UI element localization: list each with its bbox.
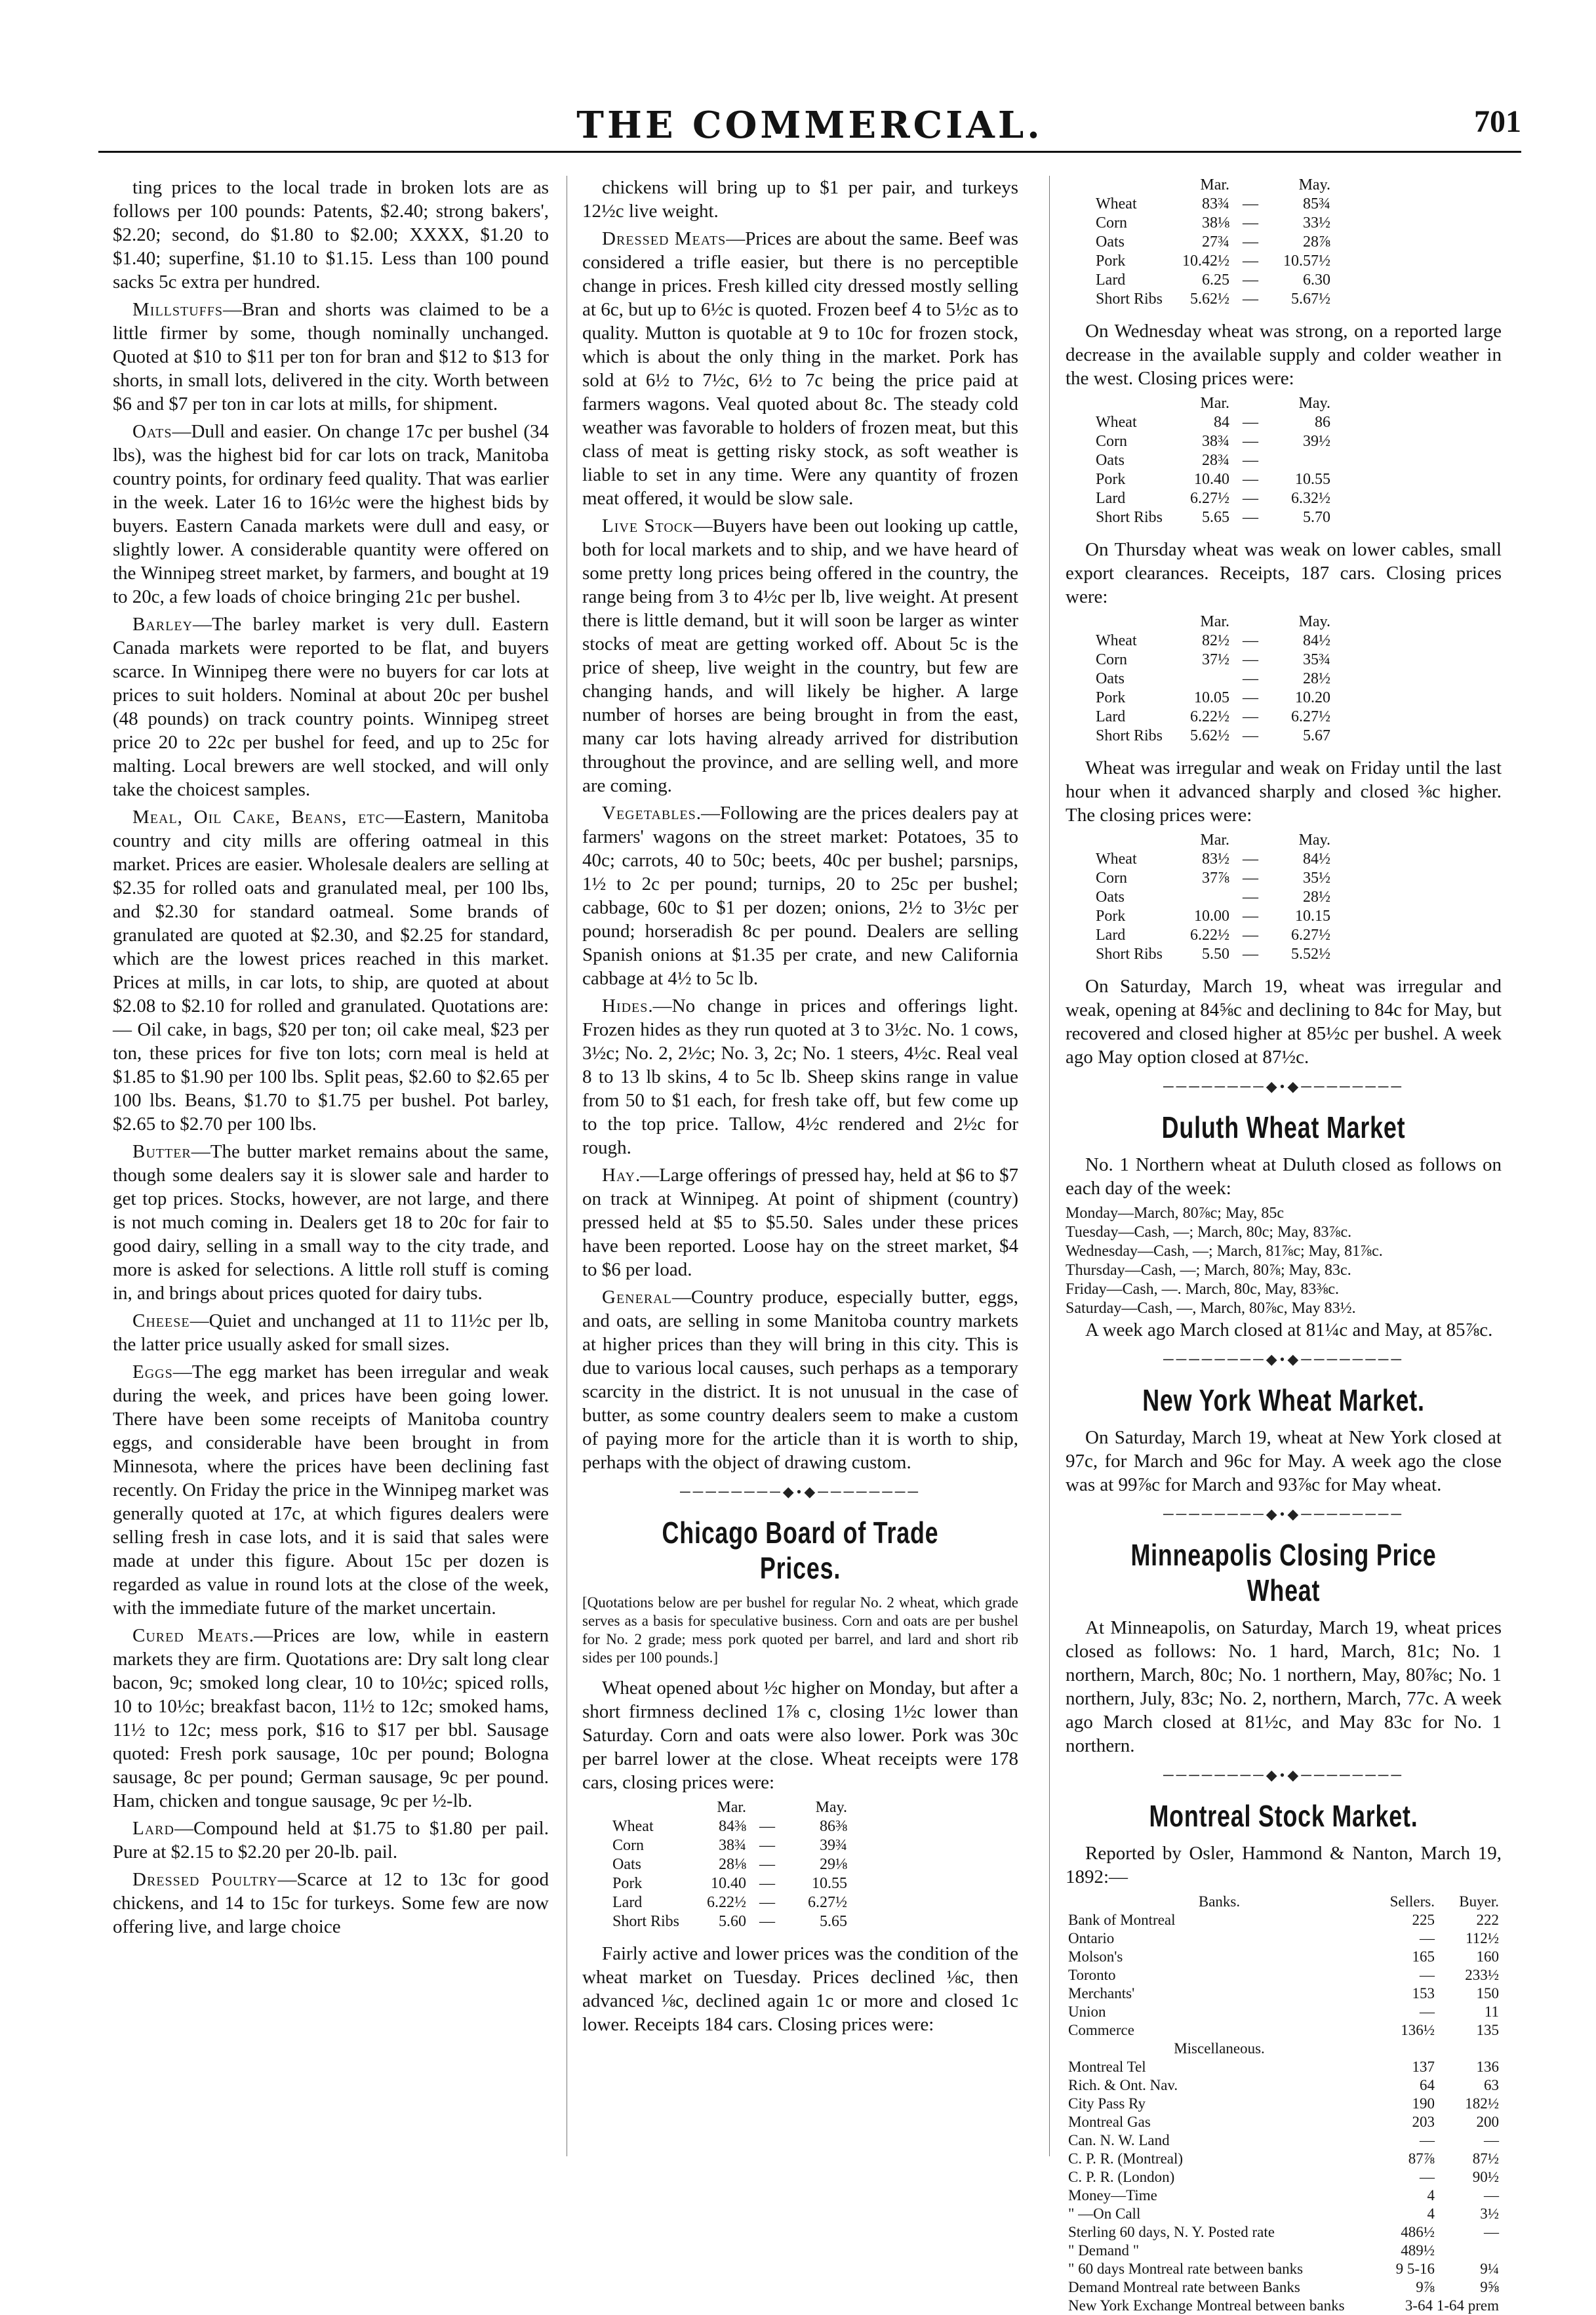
paragraph: ting prices to the local trade in broken lots are as follows per 100 pounds: Patents, $2.40; strong bakers', $2.20; second, do $1.80 to $2.00; XXXX, $1.20 to $1.40; superfine, $1.10 to $1.15. Less than 100 pound sacks 5c extra per hundred. — [113, 177, 549, 292]
column-2 — [582, 176, 1018, 2163]
table-row: Montreal Gas 203 200 — [1068, 2114, 1499, 2130]
table-row: Bank of Montreal 225 222 — [1068, 1912, 1499, 1928]
table-row: Short Ribs 5.65 — 5.70 — [1096, 509, 1331, 526]
price-table: Mar. May. Wheat 83¾ — 85¾ Corn 38⅛ — 33½ Oats 27¾ — 28⅞ Pork 10.42½ — 10.57½ Lard 6.25 — 6.30 Short Ribs 5.62½ — 5.67½ — [1092, 176, 1334, 309]
price-table: Mar. May. Wheat 84⅜ — 86⅜ Corn 38¾ — 39¾ Oats 28⅛ — 29⅛ Pork 10.40 — 10.55 Lard 6.22½ — 6.27½ Short Ribs 5.60 — 5.65 — [608, 1798, 851, 1931]
table-row: Wheat 84 — 86 — [1096, 414, 1331, 431]
paragraph: chickens will bring up to $1 per pair, and turkeys 12½c live weight. — [582, 177, 1018, 222]
paragraph: Eggs—The egg market has been irregular and weak during the week, and prices have been going lower. There have been some receipts of Manitoba country eggs, and considerable have been brought in from Minnesota, where the prices have been declining fast recently. On Friday the price in the Winnipeg market was generally quoted at 17c, at which figures dealers were selling fresh in case lots, and it is said that sales were made at under this figure. About 15c per dozen is regarded as value in round lots at the close of the week, with the immediate future of the market uncertain. — [113, 1361, 549, 1619]
paragraph: Wheat opened about ½c higher on Monday, but after a short firmness declined 1⅞ c, closing 1½c lower than Saturday. Corn and oats were also lower. Pork was 30c per barrel lower at the close. Wheat receipts were 178 cars, closing prices were: — [582, 1678, 1018, 1793]
table-row: Oats — 28½ — [1096, 670, 1331, 687]
column-3 — [1066, 176, 1502, 2314]
table-row: Ontario — 112½ — [1068, 1930, 1499, 1946]
table-row: Molson's 165 160 — [1068, 1948, 1499, 1965]
section-ornament: ────────◆•◆──────── — [1163, 1506, 1404, 1522]
paragraph: Cheese—Quiet and unchanged at 11 to 11½c per lb, the latter price usually asked for small sizes. — [113, 1310, 549, 1355]
paragraph: Cured Meats.—Prices are low, while in eastern markets they are firm. Quotations are: Dry salt long clear bacon, 9c; smoked long clear, 10 to 10½c; spiced rolls, 10 to 10½c; breakfast bacon, 11½ to 12c; smoked hams, 11½ to 12c; mess pork, $16 to $17 per bbl. Sausage quoted: Fresh pork sausage, 10c per pound; Bologna sausage, 8c per pound; German sausage, 9c per pound. Ham, chicken and tongue sausage, 9c per ½-lb. — [113, 1625, 549, 1811]
table-row: Lard 6.22½ — 6.27½ — [1096, 927, 1331, 944]
paragraph: A week ago March closed at 81¼c and May, at 85⅞c. — [1085, 1319, 1493, 1340]
paragraph: Live Stock—Buyers have been out looking up cattle, both for local markets and to ship, and we have heard of some pretty long prices being offered in the country, the range being from 3 to 4½c per lb, live weight. At present there is little demand, but it will soon be larger as winter stocks of meat are getting worked off. About 5c is the price of sheep, live weight in the country, but few are changing hands, and will likely be higher. A large number of horses are being brought in from the east, many car lots having already arrived for distribution throughout the province, and are selling well, and more are coming. — [582, 515, 1018, 796]
paragraph: Wheat was irregular and weak on Friday until the last hour when it advanced sharply and closed ⅜c higher. The closing prices were: — [1066, 757, 1502, 826]
list-item: Tuesday—Cash, —; March, 80c; May, 83⅞c. — [1066, 1224, 1352, 1241]
section-ornament: ────────◆•◆──────── — [680, 1483, 921, 1500]
paragraph: Dressed Poultry—Scarce at 12 to 13c for good chickens, and 14 to 15c for turkeys. Some few are now offering live, and large choice — [113, 1869, 549, 1937]
table-row: Short Ribs 5.62½ — 5.67 — [1096, 727, 1331, 744]
list-item: Wednesday—Cash, —; March, 81⅞c; May, 81⅞c. — [1066, 1243, 1383, 1260]
table-row: New York Exchange Montreal between banks 3-64 1-64 prem — [1068, 2297, 1499, 2314]
paragraph: On Saturday, March 19, wheat was irregular and weak, opening at 84⅝c and declining to 84c for May, but recovered and closed higher at 85½c per bushel. A week ago May option closed at 87½c. — [1066, 976, 1502, 1068]
column-1 — [113, 176, 549, 2163]
table-row: Short Ribs 5.50 — 5.52½ — [1096, 946, 1331, 963]
section-ornament: ────────◆•◆──────── — [1163, 1351, 1404, 1367]
section-heading-duluth: Duluth Wheat Market — [1161, 1110, 1406, 1144]
table-row: Pork 10.05 — 10.20 — [1096, 689, 1331, 706]
table-row: Lard 6.22½ — 6.27½ — [612, 1894, 848, 1911]
table-row: Pork 10.00 — 10.15 — [1096, 908, 1331, 925]
table-row: Corn 37½ — 35¾ — [1096, 651, 1331, 668]
table-row: C. P. R. (Montreal) 87⅞ 87½ — [1068, 2150, 1499, 2167]
paragraph: Lard—Compound held at $1.75 to $1.80 per pail. Pure at $2.15 to $2.20 per 20-lb. pail. — [113, 1818, 549, 1862]
table-row: Corn 38¾ — 39½ — [1096, 433, 1331, 450]
table-row: Union — 11 — [1068, 2003, 1499, 2020]
table-row: Oats 28⅛ — 29⅛ — [612, 1856, 848, 1873]
table-row: Sterling 60 days, N. Y. Posted rate 486½ — — [1068, 2224, 1499, 2240]
price-table: Mar. May. Wheat 82½ — 84½ Corn 37½ — 35¾ Oats — 28½ Pork 10.05 — 10.20 Lard 6.22½ — 6.27½ Short Ribs 5.62½ — 5.67 — [1092, 613, 1334, 746]
table-row: Can. N. W. Land — — — [1068, 2132, 1499, 2148]
paragraph: Hides.—No change in prices and offerings light. Frozen hides as they run quoted at 3 to 3½c. No. 1 cows, 3½c; No. 2, 2½c; No. 3, 2c; No. 1 steers, 4½c. Real veal 8 to 13 lb skins, 4 to 5c lb. Sheep skins range in value from 50 to $1 each, for fresh take off, but few come up to the top price. Tallow, 4½c rendered and 2½c for rough. — [582, 996, 1018, 1158]
table-row: " 60 days Montreal rate between banks 9 5-16 9¼ — [1068, 2261, 1499, 2277]
paragraph: On Saturday, March 19, wheat at New York closed at 97c, for March and 96c for May. A week ago the close was at 99⅞c for March and 93⅞c for May wheat. — [1066, 1427, 1502, 1495]
table-row: Money—Time 4 — — [1068, 2187, 1499, 2204]
paragraph: On Thursday wheat was weak on lower cables, small export clearances. Receipts, 187 cars. Closing prices were: — [1066, 539, 1502, 607]
table-row: Commerce 136½ 135 — [1068, 2022, 1499, 2038]
stock-table: Banks. Sellers. Buyer. Bank of Montreal 225 222 Ontario — 112½ Molson's 165 160 Toronto — 233½ Merchants' 153 150 Union — 11 Commerce 136½ 135 Miscellaneous. Montreal Tel 137 136 Rich. & Ont. Nav. 64 63 City Pass Ry 190 182½ Montreal Gas 203 200 Can. N. W. Land — — C. P. R. (Montreal) 87⅞ 87½ C. P. R. (London) — 90½ Money—Time 4 — " —On Call 4 3½ Sterling 60 days, N. Y. Posted rate 486½ — " Demand " 489½ " 60 days Montreal rate between banks 9 5-16 9¼ Demand Montreal rate between Banks 9⅞ 9⅝ New York Exchange Montreal between banks 3-64 1-64 prem — [1066, 1893, 1502, 2315]
paragraph: Hay.—Large offerings of pressed hay, held at $6 to $7 on track at Winnipeg. At point of shipment (country) pressed held at $5 to $5.50. Sales under these prices have been reported. Loose hay on the street market, $4 to $6 per load. — [582, 1165, 1018, 1280]
table-row: Corn 37⅞ — 35½ — [1096, 870, 1331, 887]
table-row: Lard 6.27½ — 6.32½ — [1096, 490, 1331, 507]
table-row: Lard 6.22½ — 6.27½ — [1096, 708, 1331, 725]
table-row: Oats 28¾ — — [1096, 452, 1259, 469]
misc-label: Miscellaneous. — [1174, 2040, 1265, 2057]
paragraph: Reported by Osler, Hammond & Nanton, March 19, 1892:— — [1066, 1843, 1502, 1887]
table-row: Montreal Tel 137 136 — [1068, 2059, 1499, 2075]
table-row: Short Ribs 5.62½ — 5.67½ — [1096, 291, 1331, 308]
page-number: 701 — [1474, 104, 1521, 139]
table-row: " Demand " 489½ — [1068, 2242, 1435, 2259]
table-row: City Pass Ry 190 182½ — [1068, 2095, 1499, 2112]
table-row: Corn 38¾ — 39¾ — [612, 1837, 848, 1854]
table-row: Wheat 82½ — 84½ — [1096, 632, 1331, 649]
paragraph: Vegetables.—Following are the prices dealers pay at farmers' wagons on the street market: Potatoes, 35 to 40c; carrots, 40 to 50c; beets, 40c per bushel; parsnips, 1½ to 2c per pound; turnips, 20 to 25c per bushel; cabbage, 60c to $1 per dozen; onions, 2½ to 3½c per pound; horseradish 8c per pound. Dealers are selling Spanish onions at $1.35 per crate, and new California cabbage at 4½ to 5c lb. — [582, 803, 1018, 989]
list-item: Saturday—Cash, —, March, 80⅞c, May 83½. — [1066, 1300, 1356, 1317]
price-table: Mar. May. Wheat 83½ — 84½ Corn 37⅞ — 35½ Oats — 28½ Pork 10.00 — 10.15 Lard 6.22½ — 6.27½ Short Ribs 5.50 — 5.52½ — [1092, 831, 1334, 964]
paragraph: At Minneapolis, on Saturday, March 19, wheat prices closed as follows: No. 1 hard, March, 81c; No. 1 northern, March, 80c; No. 1 northern, May, 80⅞c; No. 1 northern, July, 83c; No. 2, northern, March, 77c. A week ago March closed at 81½c, and May 83c for No. 1 northern. — [1066, 1617, 1502, 1756]
table-row: Toronto — 233½ — [1068, 1967, 1499, 1983]
table-row: Lard 6.25 — 6.30 — [1096, 272, 1331, 289]
paragraph: Barley—The barley market is very dull. Eastern Canada markets were reported to be flat, and buyers scarce. In Winnipeg there were no buyers for car lots at prices to suit holders. Nominal at about 20c per bushel (48 pounds) on track country points. Winnipeg street price 20 to 22c per bushel for feed, and up to 25c for malting. Local brewers are well stocked, and will only take the choicest samples. — [113, 614, 549, 800]
list-item: Thursday—Cash, —; March, 80⅞; May, 83c. — [1066, 1262, 1351, 1279]
paragraph: Oats—Dull and easier. On change 17c per bushel (34 lbs), was the highest bid for car lots on track, Manitoba country points, for ordinary feed quality. That was earlier in the week. Later 16 to 16½c were the highest bids by buyers. Eastern Canada markets were dull and easy, or slightly lower. A considerable quantity were offered on the Winnipeg street market, by farmers, and bought at 19 to 20c, a few loads of choice bringing 21c per bushel. — [113, 421, 549, 607]
section-heading-montreal: Montreal Stock Market. — [1149, 1799, 1418, 1833]
table-row: Pork 10.40 — 10.55 — [612, 1875, 848, 1892]
table-row: Wheat 83¾ — 85¾ — [1096, 195, 1331, 212]
table-row: Oats 27¾ — 28⅞ — [1096, 233, 1331, 251]
table-row: Merchants' 153 150 — [1068, 1985, 1499, 2002]
section-heading-minneapolis: Minneapolis Closing Price Wheat — [1130, 1538, 1437, 1607]
table-row: Demand Montreal rate between Banks 9⅞ 9⅝ — [1068, 2279, 1499, 2295]
paragraph: Millstuffs—Bran and shorts was claimed to be a little firmer by some, though nominally unchanged. Quoted at $10 to $11 per ton for bran and $12 to $13 for shorts, in small lots, delivered in the city. Worth between $6 and $7 per ton in car lots at mills, for shipment. — [113, 299, 549, 414]
table-row: Oats — 28½ — [1096, 889, 1331, 906]
paragraph: General—Country produce, especially butter, eggs, and oats, are selling in some Manitoba country markets at higher prices than they will bring in this city. This is due to various local causes, such perhaps as a temporary scarcity in the district. It is not unusual in the case of butter, as some country dealers seem to make a custom of paying more for the article than it is worth to ship, perhaps with the object of drawing custom. — [582, 1287, 1018, 1473]
table-row: Wheat 84⅜ — 86⅜ — [612, 1818, 848, 1835]
column-rule — [1049, 176, 1050, 2156]
paragraph: Dressed Meats—Prices are about the same. Beef was considered a trifle easier, but there is no perceptible change in prices. Fresh killed city dressed mostly selling at 6c, but up to 6½c is quoted. Frozen beef 4 to 5½c as to quality. Mutton is quotable at 9 to 10c for frozen stock, which is about the only thing in the market. Pork has sold at 6½ to 7½c, 6½ to 7c being the price paid at farmers wagons. Veal quoted about 8c. The steady cold weather was favorable to holders of frozen meat, but this class of meat is getting risky stock, as soft weather is liable to set in any time. Were any quantity of frozen meat offered, it would be slow sale. — [582, 228, 1018, 509]
masthead — [98, 98, 1521, 153]
duluth-daily-list — [1066, 1204, 1502, 1318]
table-row: Pork 10.42½ — 10.57½ — [1096, 252, 1331, 270]
table-row: Corn 38⅛ — 33½ — [1096, 214, 1331, 232]
table-row: Rich. & Ont. Nav. 64 63 — [1068, 2077, 1499, 2093]
table-row: C. P. R. (London) — 90½ — [1068, 2169, 1499, 2185]
paragraph: No. 1 Northern wheat at Duluth closed as follows on each day of the week: — [1066, 1154, 1502, 1199]
section-heading-chicago: Chicago Board of Trade Prices. — [662, 1516, 939, 1585]
table-row: Wheat 83½ — 84½ — [1096, 851, 1331, 868]
chicago-note: [Quotations below are per bushel for regular No. 2 wheat, which grade serves as a basis for speculative business. Corn and oats are per bushel for No. 2 grade; mess pork quoted per barrel, and lard and short rib sides per 100 pounds.] — [582, 1594, 1018, 1666]
list-item: Friday—Cash, —. March, 80c, May, 83⅜c. — [1066, 1281, 1340, 1298]
table-row: " —On Call 4 3½ — [1068, 2205, 1499, 2222]
table-row: Short Ribs 5.60 — 5.65 — [612, 1913, 848, 1930]
paragraph: On Wednesday wheat was strong, on a reported large decrease in the available supply and colder weather in the west. Closing prices were: — [1066, 321, 1502, 389]
list-item: Monday—March, 80⅞c; May, 85c — [1066, 1205, 1285, 1222]
table-row: Pork 10.40 — 10.55 — [1096, 471, 1331, 488]
paragraph: Fairly active and lower prices was the condition of the wheat market on Tuesday. Prices declined ⅛c, then advanced ⅛c, declined again 1c or more and closed 1c lower. Receipts 184 cars. Closing prices were: — [582, 1943, 1018, 2035]
price-table: Mar. May. Wheat 84 — 86 Corn 38¾ — 39½ Oats 28¾ — Pork 10.40 — 10.55 Lard 6.27½ — 6.32½ Short Ribs 5.65 — 5.70 — [1092, 394, 1334, 527]
paragraph: Meal, Oil Cake, Beans, etc—Eastern, Manitoba country and city mills are offering oatmeal in this market. Prices are easier. Wholesale dealers are selling at $2.35 for rolled oats and granulated meal, per 100 lbs, and $2.30 for standard oatmeal. Some brands of granulated are quoted at $2.30, and $2.25 for standard, which are the lowest prices reached in this market. Prices at mills, in car lots, to ship, are quoted at about $2.08 to $2.10 for rolled and granulated. Quotations are:— Oil cake, in bags, $20 per ton; oil cake meal, $23 per ton, these prices for five ton lots; corn meal is held at $1.85 to $1.90 per 100 lbs. Split peas, $2.60 to $2.65 per 100 lbs. Beans, $1.70 to $1.75 per bushel. Pot barley, $2.65 to $2.70 per 100 lbs. — [113, 807, 549, 1135]
section-ornament: ────────◆•◆──────── — [1163, 1078, 1404, 1095]
section-heading-newyork: New York Wheat Market. — [1142, 1383, 1425, 1417]
newspaper-title: THE COMMERCIAL. — [576, 104, 1043, 147]
section-ornament: ────────◆•◆──────── — [1163, 1767, 1404, 1783]
paragraph: Butter—The butter market remains about the same, though some dealers say it is slower sale and harder to get top prices. Stocks, however, are not large, and there is not much coming in. Dealers get 18 to 20c for fair to good dairy, selling in a small way to the city trade, and more is asked for selections. A little roll stuff is coming in, and brings about prices quoted for dairy tubs. — [113, 1141, 549, 1304]
